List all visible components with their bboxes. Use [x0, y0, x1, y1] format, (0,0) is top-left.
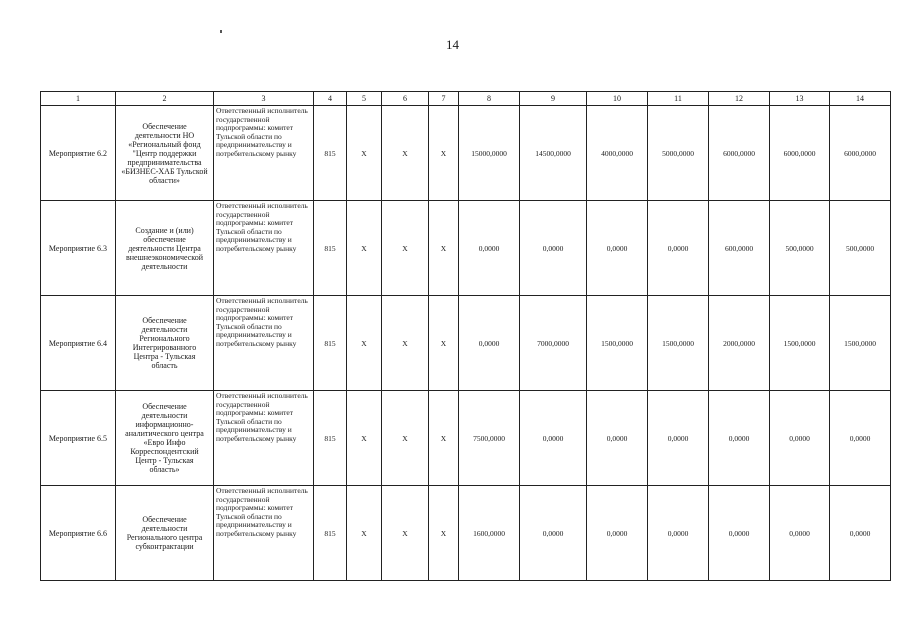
responsible-executor: Ответственный исполнитель государственной подпрограммы: комитет Тульской области по предпринимательству и потребительскому рынку: [214, 486, 314, 581]
cell-col-5: X: [347, 486, 382, 581]
table-row: [41, 486, 891, 581]
cell-col-11: 1500,0000: [648, 296, 709, 391]
cell-col-7: X: [429, 391, 459, 486]
cell-col-8: 15000,0000: [459, 106, 520, 201]
cell-col-14: 0,0000: [830, 486, 891, 581]
cell-col-4: 815: [314, 486, 347, 581]
cell-col-7: X: [429, 201, 459, 296]
activity-name: Обеспечение деятельности НО «Региональный фонд "Центр поддержки предпринимательства «БИЗНЕС-ХАБ Тульской области»: [116, 106, 214, 201]
activity-name: Обеспечение деятельности Регионального центра субконтрактации: [116, 486, 214, 581]
cell-col-14: 0,0000: [830, 391, 891, 486]
cell-col-4: 815: [314, 391, 347, 486]
responsible-executor: Ответственный исполнитель государственной подпрограммы: комитет Тульской области по предпринимательству и потребительскому рынку: [214, 201, 314, 296]
cell-col-4: 815: [314, 296, 347, 391]
column-header: 14: [830, 92, 891, 106]
cell-col-8: 0,0000: [459, 296, 520, 391]
cell-col-11: 0,0000: [648, 201, 709, 296]
cell-col-12: 6000,0000: [709, 106, 770, 201]
activity-label: Мероприятие 6.3: [41, 201, 116, 296]
activity-label: Мероприятие 6.4: [41, 296, 116, 391]
cell-col-14: 500,0000: [830, 201, 891, 296]
cell-col-8: 7500,0000: [459, 391, 520, 486]
cell-col-4: 815: [314, 106, 347, 201]
cell-col-6: X: [382, 486, 429, 581]
cell-col-14: 1500,0000: [830, 296, 891, 391]
activity-name: Обеспечение деятельности информационно-аналитического центра «Евро Инфо Корреспондентский Центр - Тульская область»: [116, 391, 214, 486]
cell-col-10: 0,0000: [587, 391, 648, 486]
column-header: 12: [709, 92, 770, 106]
cell-col-13: 6000,0000: [770, 106, 830, 201]
cell-col-13: 0,0000: [770, 391, 830, 486]
column-header: 3: [214, 92, 314, 106]
column-header: 8: [459, 92, 520, 106]
cell-col-9: 0,0000: [520, 391, 587, 486]
responsible-executor: Ответственный исполнитель государственной подпрограммы: комитет Тульской области по предпринимательству и потребительскому рынку: [214, 391, 314, 486]
cell-col-9: 0,0000: [520, 486, 587, 581]
cell-col-6: X: [382, 201, 429, 296]
cell-col-8: 1600,0000: [459, 486, 520, 581]
cell-col-11: 5000,0000: [648, 106, 709, 201]
activity-label: Мероприятие 6.6: [41, 486, 116, 581]
cell-col-11: 0,0000: [648, 486, 709, 581]
cell-col-10: 1500,0000: [587, 296, 648, 391]
cell-col-9: 0,0000: [520, 201, 587, 296]
cell-col-13: 0,0000: [770, 486, 830, 581]
cell-col-5: X: [347, 201, 382, 296]
cell-col-6: X: [382, 106, 429, 201]
page-number: 14: [446, 37, 459, 52]
cell-col-13: 1500,0000: [770, 296, 830, 391]
budget-table: [40, 91, 891, 581]
table-row: [41, 391, 891, 486]
table-row: [41, 201, 891, 296]
cell-col-6: X: [382, 296, 429, 391]
cell-col-7: X: [429, 106, 459, 201]
cell-col-10: 0,0000: [587, 201, 648, 296]
cell-col-13: 500,0000: [770, 201, 830, 296]
cell-col-9: 14500,0000: [520, 106, 587, 201]
scan-mark: [220, 30, 222, 33]
column-header: 5: [347, 92, 382, 106]
cell-col-11: 0,0000: [648, 391, 709, 486]
cell-col-5: X: [347, 296, 382, 391]
column-header: 10: [587, 92, 648, 106]
cell-col-12: 2000,0000: [709, 296, 770, 391]
activity-name: Обеспечение деятельности Регионального Интегрированного Центра - Тульская область: [116, 296, 214, 391]
cell-col-8: 0,0000: [459, 201, 520, 296]
column-header: 7: [429, 92, 459, 106]
cell-col-6: X: [382, 391, 429, 486]
cell-col-9: 7000,0000: [520, 296, 587, 391]
column-header: 9: [520, 92, 587, 106]
cell-col-4: 815: [314, 201, 347, 296]
column-header: 4: [314, 92, 347, 106]
cell-col-12: 0,0000: [709, 486, 770, 581]
table-row: [41, 296, 891, 391]
cell-col-10: 0,0000: [587, 486, 648, 581]
cell-col-7: X: [429, 486, 459, 581]
table-row: [41, 106, 891, 201]
activity-label: Мероприятие 6.5: [41, 391, 116, 486]
cell-col-5: X: [347, 391, 382, 486]
activity-label: Мероприятие 6.2: [41, 106, 116, 201]
responsible-executor: Ответственный исполнитель государственной подпрограммы: комитет Тульской области по предпринимательству и потребительскому рынку: [214, 106, 314, 201]
column-header: 2: [116, 92, 214, 106]
table-header-row: [41, 92, 891, 106]
cell-col-7: X: [429, 296, 459, 391]
column-header: 1: [41, 92, 116, 106]
cell-col-12: 0,0000: [709, 391, 770, 486]
activity-name: Создание и (или) обеспечение деятельности Центра внешнеэкономической деятельности: [116, 201, 214, 296]
column-header: 11: [648, 92, 709, 106]
column-header: 6: [382, 92, 429, 106]
responsible-executor: Ответственный исполнитель государственной подпрограммы: комитет Тульской области по предпринимательству и потребительскому рынку: [214, 296, 314, 391]
cell-col-14: 6000,0000: [830, 106, 891, 201]
cell-col-10: 4000,0000: [587, 106, 648, 201]
cell-col-12: 600,0000: [709, 201, 770, 296]
cell-col-5: X: [347, 106, 382, 201]
column-header: 13: [770, 92, 830, 106]
